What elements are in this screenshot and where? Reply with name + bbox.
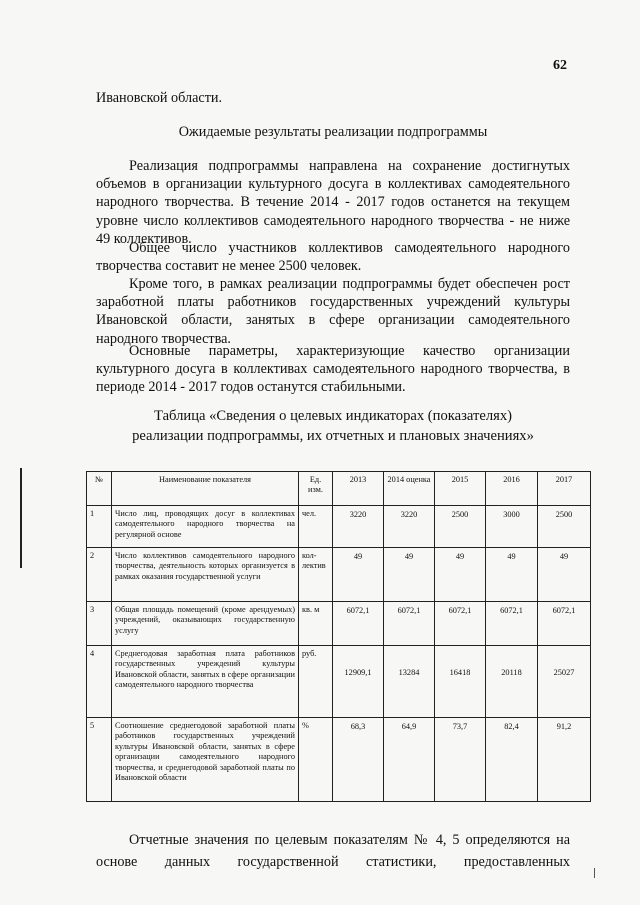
row-value-2014: 64,9 (384, 718, 435, 802)
table-row (87, 718, 591, 802)
row-value-2013: 12909,1 (333, 646, 384, 718)
row-value-2013: 49 (333, 548, 384, 602)
row-value-2016: 49 (486, 548, 538, 602)
row-value-2015: 6072,1 (435, 602, 486, 646)
row-unit: кол-лектив (299, 548, 333, 602)
row-name: Соотношение среднегодовой заработной платы работников государственных учреждений культуры Ивановской области, занятых в сфере организации самодеятельного народного творчества, и среднегодовой заработной платы по Ивановской области (112, 718, 299, 802)
paragraph-4: Основные параметры, характеризующие качество организации культурного досуга в коллективах самодеятельного народного творчества, в периоде 2014 - 2017 годов останутся стабильными. (96, 343, 570, 396)
bottom-paragraph-line-2: основе данных государственной статистики, предоставленных (96, 854, 570, 870)
row-unit: % (299, 718, 333, 802)
margin-tick (594, 868, 595, 878)
table-caption-line-1: Таблица «Сведения о целевых индикаторах (показателях) (154, 408, 512, 424)
header-no: № (87, 472, 112, 506)
row-value-2017: 91,2 (538, 718, 591, 802)
row-no: 3 (87, 602, 112, 646)
row-name: Число коллективов самодеятельного народного творчества, деятельность которых организуется в рамках оказания государственной услуги (112, 548, 299, 602)
row-name: Общая площадь помещений (кроме арендуемых) учреждений, оказывающих государственную услугу (112, 602, 299, 646)
row-value-2014: 3220 (384, 506, 435, 548)
page-number: 62 (553, 58, 567, 73)
row-value-2014: 49 (384, 548, 435, 602)
row-value-2016: 3000 (486, 506, 538, 548)
paragraph-3: Кроме того, в рамках реализации подпрограммы будет обеспечен рост заработной платы работников государственных учреждений культуры Ивановской области, занятых в сфере организации самодеятельного народного творчества. (96, 276, 570, 347)
row-no: 2 (87, 548, 112, 602)
section-heading: Ожидаемые результаты реализации подпрограммы (178, 124, 488, 140)
row-value-2017: 25027 (538, 646, 591, 718)
row-value-2013: 3220 (333, 506, 384, 548)
row-no: 5 (87, 718, 112, 802)
row-value-2014: 6072,1 (384, 602, 435, 646)
bottom-paragraph-line-1: Отчетные значения по целевым показателям № 4, 5 определяются на (129, 832, 570, 848)
table-row (87, 506, 591, 548)
row-unit: руб. (299, 646, 333, 718)
paragraph-1: Реализация подпрограммы направлена на сохранение достигнутых объемов в организации культурного досуга в коллективах самодеятельного народного творчества. В течение 2014 - 2017 годов останется на текущем уровне число коллективов самодеятельного народного творчества - не ниже 49 коллективов. (96, 158, 570, 247)
row-no: 1 (87, 506, 112, 548)
header-name: Наименование показателя (112, 472, 299, 506)
header-unit: Ед. изм. (299, 472, 333, 506)
row-value-2015: 2500 (435, 506, 486, 548)
row-value-2017: 49 (538, 548, 591, 602)
row-value-2015: 49 (435, 548, 486, 602)
row-unit: чел. (299, 506, 333, 548)
table-header-row (87, 472, 591, 506)
row-name: Число лиц, проводящих досуг в коллективах самодеятельного народного творчества на регулярной основе (112, 506, 299, 548)
row-no: 4 (87, 646, 112, 718)
row-value-2016: 6072,1 (486, 602, 538, 646)
row-value-2017: 2500 (538, 506, 591, 548)
row-value-2016: 20118 (486, 646, 538, 718)
header-2017: 2017 (538, 472, 591, 506)
row-value-2015: 73,7 (435, 718, 486, 802)
paragraph-2: Общее число участников коллективов самодеятельного народного творчества составит не менее 2500 человек. (96, 240, 570, 275)
row-value-2015: 16418 (435, 646, 486, 718)
header-2016: 2016 (486, 472, 538, 506)
row-value-2013: 6072,1 (333, 602, 384, 646)
row-name: Среднегодовая заработная плата работников государственных учреждений культуры Ивановской области, занятых в сфере организации самодеятельного народного творчества (112, 646, 299, 718)
header-2014: 2014 оценка (384, 472, 435, 506)
header-2015: 2015 (435, 472, 486, 506)
table-row (87, 548, 591, 602)
indicators-table (86, 471, 591, 802)
table-caption-line-2: реализации подпрограммы, их отчетных и плановых значениях» (132, 428, 534, 444)
intro-line: Ивановской области. (96, 90, 223, 106)
header-2013: 2013 (333, 472, 384, 506)
table-row (87, 646, 591, 718)
table-row (87, 602, 591, 646)
row-value-2014: 13284 (384, 646, 435, 718)
margin-mark (20, 468, 22, 568)
row-value-2013: 68,3 (333, 718, 384, 802)
row-unit: кв. м (299, 602, 333, 646)
row-value-2017: 6072,1 (538, 602, 591, 646)
row-value-2016: 82,4 (486, 718, 538, 802)
